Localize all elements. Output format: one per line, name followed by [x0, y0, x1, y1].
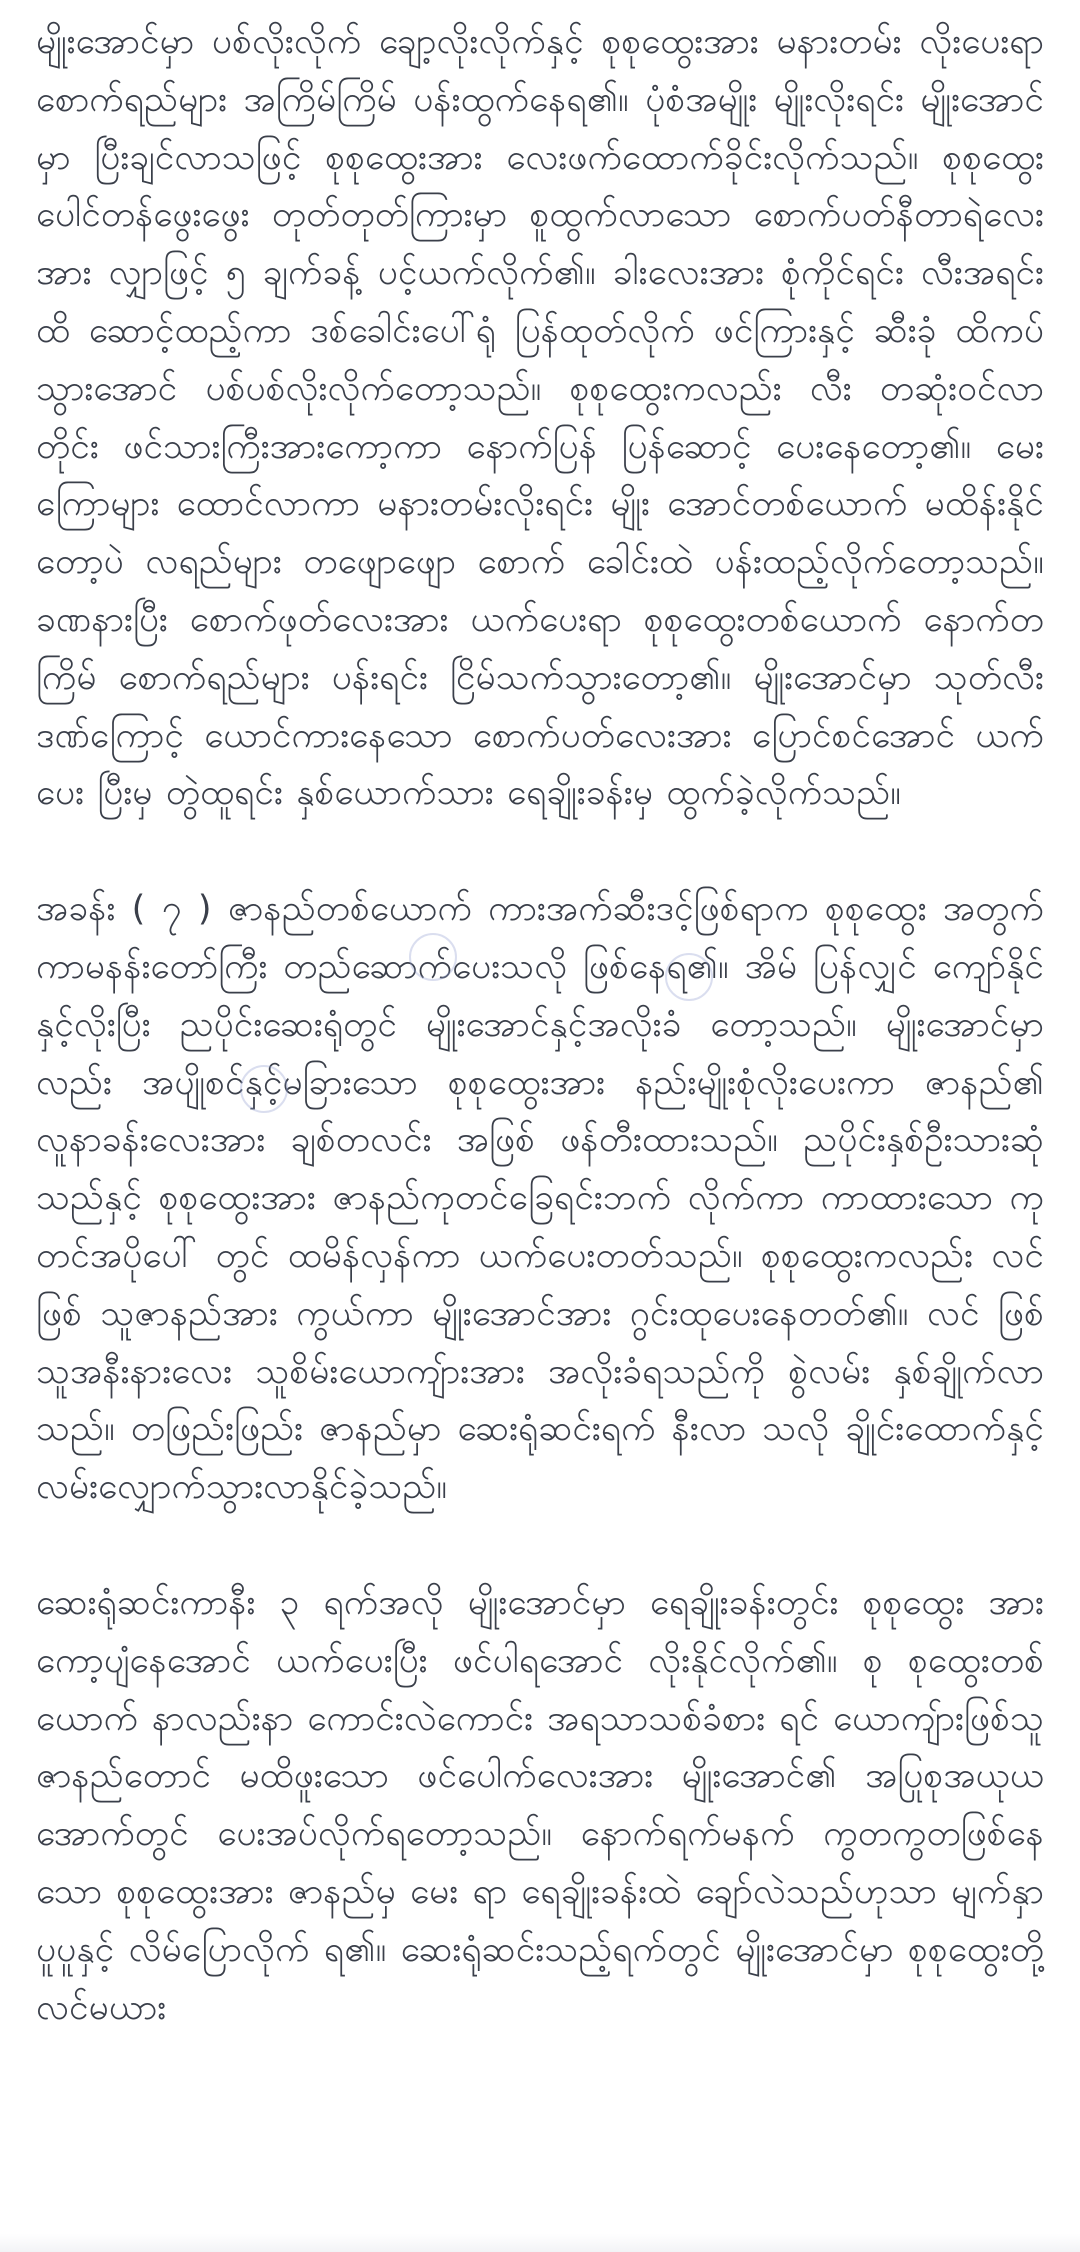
bottom-edge-shade [0, 2234, 1080, 2252]
story-paragraph-1: မျိုးအောင်မှာ ပစ်လိုးလိုက် ချော့လိုးလိုက်နှင့် စုစုထွေးအား မနားတမ်း လိုးပေးရာ စောက်ရည်များ အကြိမ်ကြိမ် ပန်းထွက်နေရ၏။ ပုံစံအမျိုး မျိုးလိုးရင်း မျိုးအောင်မှာ ပြီးချင်လာသဖြင့် စုစုထွေးအား လေးဖက်ထောက်ခိုင်းလိုက်သည်။ စုစုထွေး ပေါင်တန်ဖွေးဖွေး တုတ်တုတ်ကြားမှာ စူထွက်လာသော စောက်ပတ်နီတာရဲလေးအား လျှာဖြင့် ၅ ချက်ခန့် ပင့်ယက်လိုက်၏။ ခါးလေးအား စုံကိုင်ရင်း လီးအရင်းထိ ဆောင့်ထည့်ကာ ဒစ်ခေါင်းပေါ်ရုံ ပြန်ထုတ်လိုက် ဖင်ကြားနှင့် ဆီးခုံ ထိကပ်သွားအောင် ပစ်ပစ်လိုးလိုက်တော့သည်။ စုစုထွေးကလည်း လီး တဆုံးဝင်လာတိုင်း ဖင်သားကြီးအားကော့ကာ နောက်ပြန် ပြန်ဆောင့် ပေးနေတော့၏။ မေးကြောများ ထောင်လာကာ မနားတမ်းလိုးရင်း မျိုး အောင်တစ်ယောက် မထိန်းနိုင်တော့ပဲ လရည်များ တဖျောဖျော စောက် ခေါင်းထဲ ပန်းထည့်လိုက်တော့သည်။ ခဏနားပြီး စောက်ဖုတ်လေးအား ယက်ပေးရာ စုစုထွေးတစ်ယောက် နောက်တကြိမ် စောက်ရည်များ ပန်းရင်း ငြိမ်သက်သွားတော့၏။ မျိုးအောင်မှာ သုတ်လီးဒဏ်ကြောင့် ယောင်ကားနေသော စောက်ပတ်လေးအား ပြောင်စင်အောင် ယက်ပေး ပြီးမှ တွဲထူရင်း နှစ်ယောက်သား ရေချိုးခန်းမှ ထွက်ခဲ့လိုက်သည်။ [36, 22, 1044, 814]
story-paragraph-2: အခန်း ( ၇ ) ဇာနည်တစ်ယောက် ကားအက်ဆီးဒင့်ဖြစ်ရာက စုစုထွေး အတွက် ကာမနန်းတော်ကြီး တည်ဆောက်ပေးသလို ဖြစ်နေရ၏။ အိမ် ပြန်လျှင် ကျော်နိုင်နှင့်လိုးပြီး ညပိုင်းဆေးရုံတွင် မျိုးအောင်နှင့်အလိုးခံ တော့သည်။ မျိုးအောင်မှာလည်း အပျိုစင်နှင့်မခြားသော စုစုထွေးအား နည်းမျိုးစုံလိုးပေးကာ ဇာနည်၏ လူနာခန်းလေးအား ချစ်တလင်း အဖြစ် ဖန်တီးထားသည်။ ညပိုင်းနှစ်ဦးသားဆုံသည်နှင့် စုစုထွေးအား ဇာနည်ကုတင်ခြေရင်းဘက် လိုက်ကာ ကာထားသော ကုတင်အပိုပေါ် တွင် ထမိန်လှန်ကာ ယက်ပေးတတ်သည်။ စုစုထွေးကလည်း လင်ဖြစ် သူဇာနည်အား ကွယ်ကာ မျိုးအောင်အား ဂွင်းထုပေးနေတတ်၏။ လင် ဖြစ်သူအနီးနားလေး သူစိမ်းယောကျ်ားအား အလိုးခံရသည်ကို စွဲလမ်း နှစ်ချိုက်လာသည်။ တဖြည်းဖြည်း ဇာနည်မှာ ဆေးရုံဆင်းရက် နီးလာ သလို ချိုင်းထောက်နှင့် လမ်းလျှောက်သွားလာနိုင်ခဲ့သည်။ [36, 889, 1044, 1508]
story-paragraph-3: ဆေးရုံဆင်းကာနီး ၃ ရက်အလို မျိုးအောင်မှာ ရေချိုးခန်းတွင်း စုစုထွေး အား ကော့ပျံနေအောင် ယက်ပေးပြီး ဖင်ပါရအောင် လိုးနိုင်လိုက်၏။ စု စုထွေးတစ်ယောက် နာလည်းနာ ကောင်းလဲကောင်း အရသာသစ်ခံစား ရင် ယောကျ်ားဖြစ်သူ ဇာနည်တောင် မထိဖူးသော ဖင်ပေါက်လေးအား မျိုးအောင်၏ အပြုစုအယုယအောက်တွင် ပေးအပ်လိုက်ရတော့သည်။ နောက်ရက်မနက် ကွတကွတဖြစ်နေသော စုစုထွေးအား ဇာနည်မှ မေး ရာ ရေချိုးခန်းထဲ ချော်လဲသည်ဟုသာ မျက်နှာပူပူနှင့် လိမ်ပြောလိုက် ရ၏။ ဆေးရုံဆင်းသည့်ရက်တွင် မျိုးအောင်မှာ စုစုထွေးတို့ လင်မယား [36, 1582, 1044, 2028]
